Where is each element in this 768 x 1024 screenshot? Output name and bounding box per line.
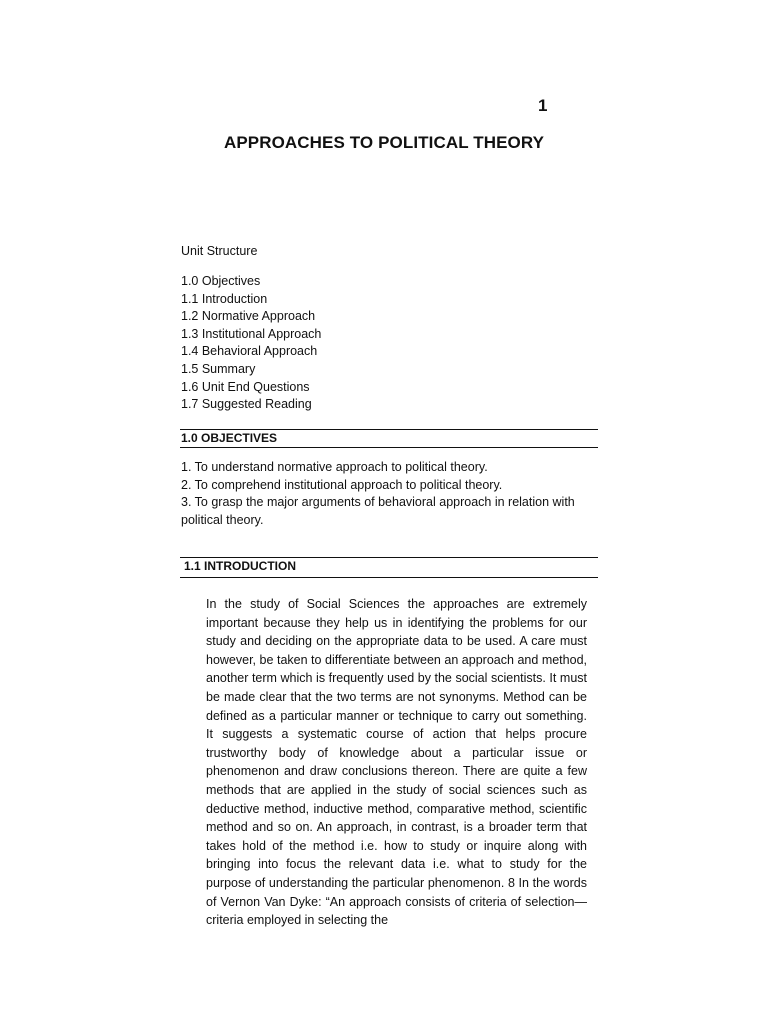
toc-item: 1.3 Institutional Approach	[181, 326, 322, 341]
unit-structure-label: Unit Structure	[181, 244, 258, 258]
toc-item: 1.5 Summary	[181, 361, 256, 376]
toc-item: 1.4 Behavioral Approach	[181, 344, 318, 359]
toc-item: 1.6 Unit End Questions	[181, 379, 310, 394]
objective-item: 1. To understand normative approach to political theory.	[181, 460, 488, 474]
toc-item: 1.1 Introduction	[181, 291, 268, 306]
chapter-number: 1	[538, 96, 548, 115]
introduction-heading: 1.1 INTRODUCTION	[180, 557, 598, 578]
toc-item: 1.2 Normative Approach	[181, 309, 316, 324]
objective-item: 3. To grasp the major arguments of behavioral approach in relation with political theory.	[181, 495, 575, 527]
unit-structure-list	[181, 273, 321, 414]
toc-item: 1.7 Suggested Reading	[181, 397, 312, 412]
chapter-title: APPROACHES TO POLITICAL THEORY	[223, 133, 545, 152]
objectives-list	[181, 459, 587, 529]
toc-item: 1.0 Objectives	[181, 274, 261, 288]
introduction-paragraph: In the study of Social Sciences the approaches are extremely important because they help us in identifying the problems for our study and deciding on the appropriate data to be used. A care must however, be taken to differentiate between an approach and method, another term which is frequently used by the social scientists. It must be made clear that the two terms are not synonyms. Method can be defined as a particular manner or technique to carry out something. It suggests a systematic course of action that helps procure trustworthy body of knowledge about a particular issue or phenomenon and draw conclusions thereon. There are quite a few methods that are applied in the study of social sciences such as deductive method, inductive method, comparative method, scientific method and so on. An approach, in contrast, is a broader term that takes hold of the method i.e. how to study or inquire along with bringing into focus the relevant data i.e. what to study for the purpose of understanding the particular phenomenon. 8 In the words of Vernon Van Dyke: “An approach consists of criteria of selection—criteria employed in selecting the	[206, 597, 587, 928]
objective-item: 2. To comprehend institutional approach to political theory.	[181, 477, 503, 492]
objectives-heading: 1.0 OBJECTIVES	[180, 429, 598, 448]
